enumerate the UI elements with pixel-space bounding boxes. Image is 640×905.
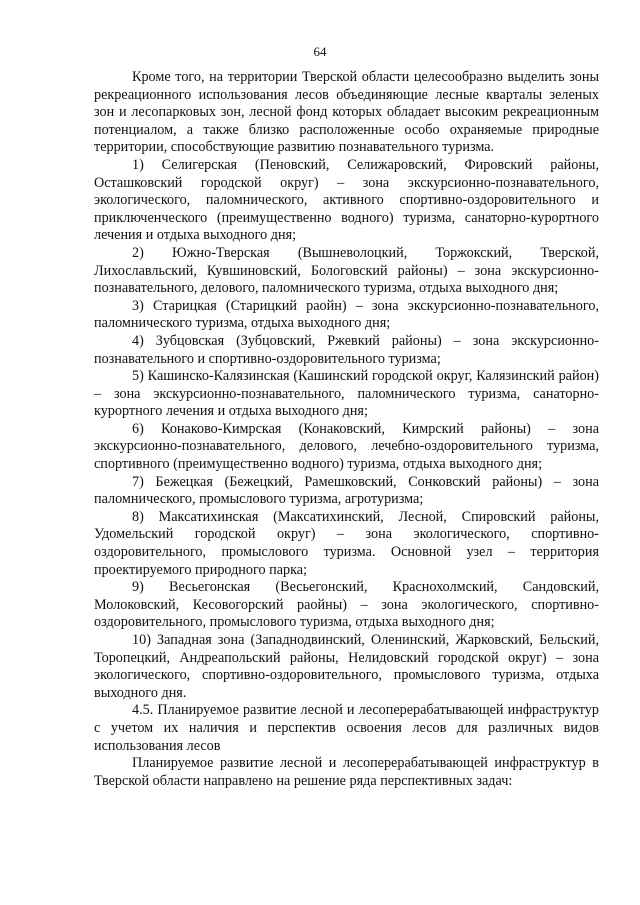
section-heading: 4.5. Планируемое развитие лесной и лесоперерабатывающей инфраструктур с учетом их наличия и перспектив освоения лесов для различных видов использования лесов: [94, 702, 599, 754]
list-item-kashinsko-kalyazinskaya: 5) Кашинско-Калязинская (Кашинский городской округ, Калязинский район) – зона экскурсионно-познавательного, паломнического туризма, санаторно-курортного лечения и отдыха выходного дня;: [94, 368, 599, 420]
list-item-seligerskaya: 1) Селигерская (Пеновский, Селижаровский, Фировский районы, Осташковский городской округ) – зона экскурсионно-познавательного, экологического, паломнического, активного спортивно-оздоровительного и приключенческого (преимущественно водного) туризма, санаторно-курортного лечения и отдыха выходного дня;: [94, 156, 599, 244]
final-paragraph: Планируемое развитие лесной и лесоперерабатывающей инфраструктур в Тверской области направлено на решение ряда перспективных задач:: [94, 755, 599, 789]
list-item-staritskaya: 3) Старицкая (Старицкий раойн) – зона экскурсионно-познавательного, паломнического туризма, отдыха выходного дня;: [94, 297, 599, 332]
list-item-zubtsovskaya: 4) Зубцовская (Зубцовский, Ржевкий районы) – зона экскурсионно-познавательного и спортивно-оздоровительного туризма;: [94, 332, 599, 367]
intro-paragraph: Кроме того, на территории Тверской области целесообразно выделить зоны рекреационного использования лесов объединяющие лесные кварталы зеленых зон и лесопарковых зон, лесной фонд которых обладает высоким рекреационным потенциалом, а также близко расположенные особо охраняемые природные территории, способствующие развитию познавательного туризма.: [94, 69, 599, 156]
list-item-maksatikhinskaya: 8) Максатихинская (Максатихинский, Лесной, Спировский районы, Удомельский городской округ) – зона экологического, спортивно-оздоровительного, промыслового туризма. Основной узел – территория проектируемого природного парка;: [94, 508, 599, 578]
list-item-yuzhno-tverskaya: 2) Южно-Тверская (Вышневолоцкий, Торжокский, Тверской, Лихославльский, Кувшиновский, Бологовский районы) – зона экскурсионно-познавательного, делового, паломнического туризма, отдыха выходного дня;: [94, 244, 599, 297]
document-body: [94, 69, 599, 790]
page-number: 64: [313, 44, 327, 59]
list-item-konakovo-kimrskaya: 6) Конаково-Кимрская (Конаковский, Кимрский районы) – зона экскурсионно-познавательного, делового, лечебно-оздоровительного туризма, спортивного (преимущественно водного) туризма, отдыха выходного дня;: [94, 420, 599, 473]
list-item-zapadnaya-zona: 10) Западная зона (Западнодвинский, Оленинский, Жарковский, Бельский, Торопецкий, Андреапольский районы, Нелидовский городской округ) – зона экологического, спортивно-оздоровительного, промыслового туризма, отдыха выходного дня.: [94, 632, 599, 701]
list-item-bezhetskaya: 7) Бежецкая (Бежецкий, Рамешковский, Сонковский районы) – зона паломнического, промыслового туризма, агротуризма;: [94, 473, 599, 508]
list-item-vesyegonskaya: 9) Весьегонская (Весьегонский, Краснохолмский, Сандовский, Молоковский, Кесовогорский раойны) – зона экологического, спортивно-оздоровительного, промыслового туризма, отдыха выходного дня;: [94, 579, 599, 631]
